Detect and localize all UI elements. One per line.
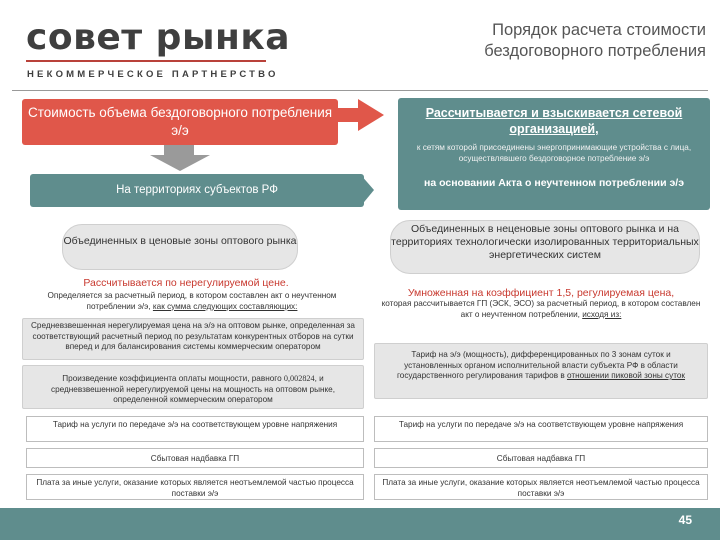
right-calc-desc	[376, 299, 706, 320]
header-divider	[12, 90, 708, 91]
right-calc-desc-text: которая рассчитывается ГП (ЭСК, ЭСО) за расчетный период, в котором составлен акт о неучтенном потреблении,	[381, 299, 701, 319]
left-item-capacity-suffix: , и средневзвешенной нерегулируемой цены на мощность на оптовом рынке, определенной коммерческим оператором	[50, 374, 336, 404]
left-calc-desc-underlined: как сумма следующих составляющих:	[152, 301, 298, 311]
right-arrow-icon	[358, 99, 384, 131]
network-box-heading-underlined: взыскивается сетевой организацией,	[509, 106, 683, 136]
right-item-tariff-peak-underlined: отношении пиковой зоны суток	[566, 371, 686, 380]
right-fee-box: Плата за иные услуги, оказание которых является неотъемлемой частью процесса поставки э/э	[374, 474, 708, 500]
cost-box: Стоимость объема бездоговорного потребления э/э	[22, 99, 338, 145]
non-price-zones-box: Объединенных в неценовые зоны оптового рынка и на территориях технологически изолированных территориальных энергетических систем	[390, 220, 700, 274]
left-fee-box: Плата за иные услуги, оказание которых является неотъемлемой частью процесса поставки э/э	[26, 474, 364, 500]
right-item-tariff-peak-prefix: Тариф на э/э (мощность), дифференцированных по 3 зонам суток и установленных органом исполнительной власти субъекта РФ в области государственного регулирования тарифов в	[396, 350, 678, 380]
page-title: Порядок расчета стоимости бездоговорного потребления	[484, 21, 706, 60]
network-box-heading	[398, 105, 710, 137]
logo-title: совет рынка	[26, 17, 291, 58]
network-box-detail: к сетям которой присоединены энергопринимающие устройства с лица, осуществлявшего бездоговорное потребление э/э	[416, 143, 692, 163]
left-item-capacity-prefix: Произведение коэффициента оплаты мощности, равного	[62, 374, 284, 383]
footer-bar	[0, 508, 720, 540]
network-box-basis: на основании Акта о неучтенном потреблении э/э	[424, 177, 684, 189]
network-box	[398, 98, 710, 210]
left-markup-box: Сбытовая надбавка ГП	[26, 448, 364, 468]
down-arrow-stem	[164, 145, 194, 155]
left-calc-desc-text: Определяется за расчетный период, в котором составлен акт о неучтенном потреблении э/э,	[47, 291, 337, 311]
logo-subtitle: НЕКОММЕРЧЕСКОЕ ПАРТНЕРСТВО	[27, 69, 279, 80]
right-arrow-stem	[338, 108, 360, 122]
right-item-tariff-peak	[374, 343, 708, 399]
price-zones-box: Объединенных в ценовые зоны оптового рынка	[62, 224, 298, 270]
regions-box-pointer-icon	[360, 174, 374, 207]
right-tariff-box: Тариф на услуги по передаче э/э на соответствующем уровне напряжения	[374, 416, 708, 442]
network-box-heading-prefix: Рассчитывается и	[425, 106, 543, 120]
right-calc-desc-underlined: исходя из:	[582, 309, 622, 319]
right-calc-title: Умноженная на коэффициент 1,5, регулируемая цена,	[407, 287, 675, 299]
left-item-capacity-coef: 0,002824	[283, 374, 315, 383]
left-calc-desc	[22, 291, 362, 312]
page-number: 45	[678, 513, 692, 527]
logo-divider	[26, 60, 266, 62]
down-arrow-icon	[150, 155, 210, 171]
left-calc-title: Рассчитывается по нерегулируемой цене.	[83, 277, 289, 289]
right-markup-box: Сбытовая надбавка ГП	[374, 448, 708, 468]
left-tariff-box: Тариф на услуги по передаче э/э на соответствующем уровне напряжения	[26, 416, 364, 442]
left-item-capacity	[22, 365, 364, 409]
regions-box: На территориях субъектов РФ	[30, 174, 364, 207]
left-item-wholesale-price: Средневзвешенная нерегулируемая цена на э/э на оптовом рынке, определенная за соответствующий расчетный период по результатам конкурентных отборов на сутки вперед и для балансирования системы коммерческим оператором	[22, 318, 364, 360]
